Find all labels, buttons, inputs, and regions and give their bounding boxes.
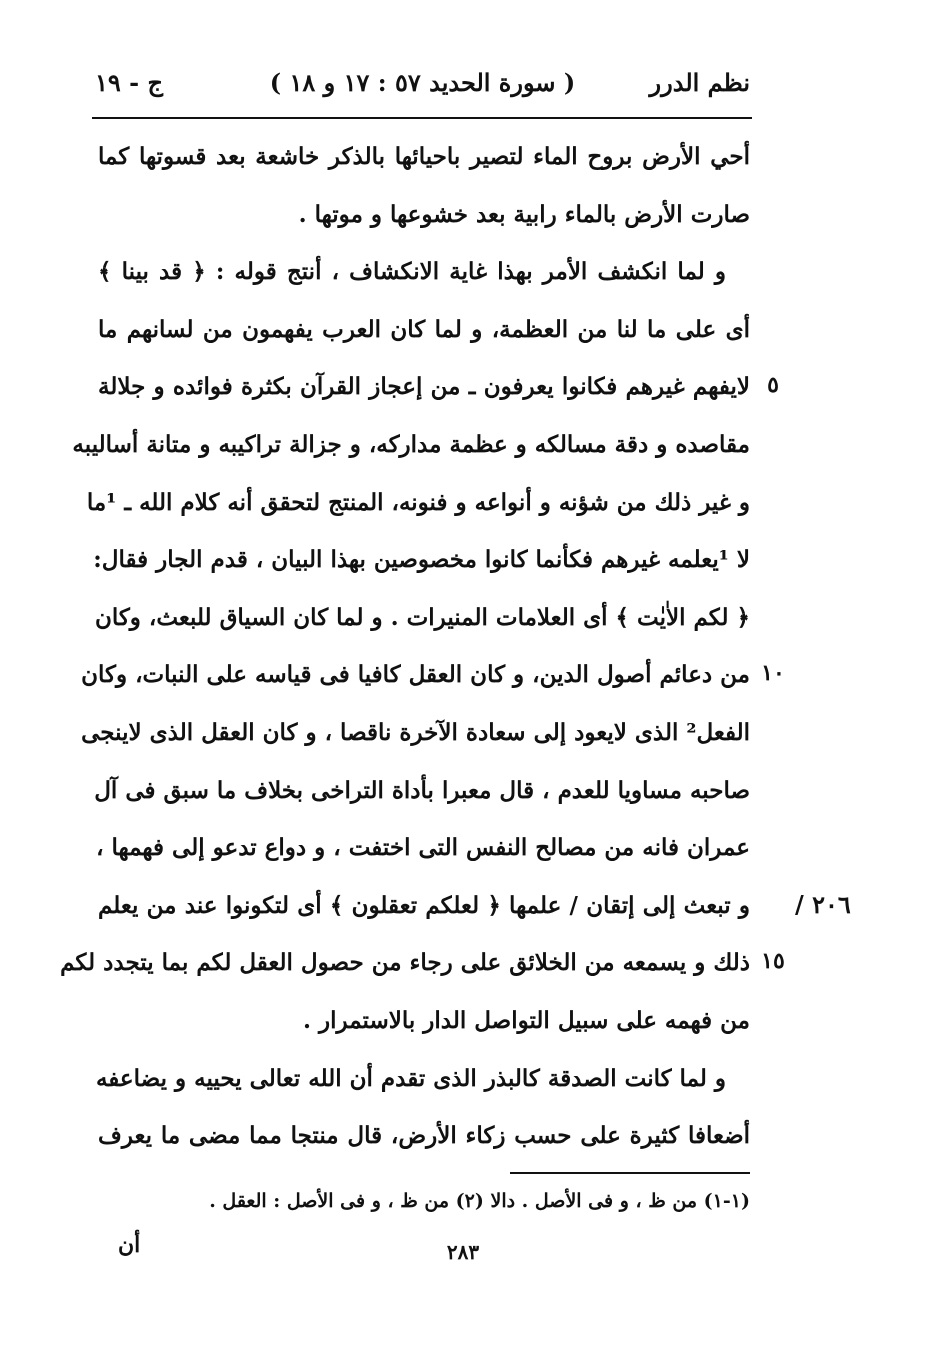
text-line: مقاصده و دقة مسالكه و عظمة مداركه، و جزالة تراكيبه و متانة أساليبه bbox=[72, 430, 750, 458]
volume-reference: ج - ١٩ bbox=[95, 68, 163, 97]
text-line: ﴿ لكم الاٰيٰت ﴾ أى العلامات المنيرات . و لما كان السياق للبعث، وكان bbox=[94, 603, 750, 631]
text-line: و لما كانت الصدقة كالبذر الذى تقدم أن الله تعالى يحييه و يضاعفه bbox=[95, 1064, 726, 1092]
footnote-rule bbox=[510, 1172, 750, 1174]
manuscript-page-marker: ٢٠٦ / bbox=[795, 890, 851, 919]
main-text bbox=[60, 128, 750, 1165]
text-line: و غير ذلك من شؤنه و أنواعه و فنونه، المنتج لتحقق أنه كلام الله ـ ¹ما bbox=[86, 488, 750, 516]
text-line: لا ¹يعلمه غيرهم فكأنما كانوا مخصوصين بهذا البيان ، قدم الجار فقال: bbox=[93, 546, 750, 574]
page-number: ٢٨٣ bbox=[446, 1240, 480, 1264]
text-line: صاحبه مساويا للعدم ، قال معبرا بأداة التراخى بخلاف ما سبق فى آل bbox=[94, 776, 750, 804]
text-line: أضعافا كثيرة على حسب زكاء الأرض، قال منتجا مما مضى ما يعرف bbox=[98, 1122, 750, 1150]
text-line: أى على ما لنا من العظمة، و لما كان العرب يفهمون من لسانهم ما bbox=[98, 315, 750, 343]
text-line: من فهمه على سبيل التواصل الدار بالاستمرار . bbox=[303, 1006, 750, 1034]
text-line: عمران فانه من مصالح النفس التى اختفت ، و دواع تدعو إلى فهمها ، bbox=[96, 834, 750, 862]
text-line: الفعل² الذى لايعود إلى سعادة الآخرة ناقصا ، و كان العقل الذى لاينجى bbox=[81, 718, 750, 746]
page-header bbox=[95, 62, 750, 112]
text-line: لايفهم غيرهم فكانوا يعرفون ـ من إعجاز القرآن بكثرة فوائده و جلالة bbox=[98, 373, 750, 401]
text-line: أحي الأرض بروح الماء لتصير باحيائها بالذكر خاشعة بعد قسوتها كما bbox=[98, 143, 750, 170]
text-line: ذلك و يسمعه من الخلائق على رجاء من حصول العقل لكم بما يتجدد لكم bbox=[60, 949, 750, 977]
text-line: و تبعث إلى إتقان / علمها ﴿ لعلكم تعقلون ﴾ أى لتكونوا عند من يعلم bbox=[98, 891, 750, 919]
header-rule bbox=[92, 117, 752, 119]
line-number-10: ١٠ bbox=[761, 660, 785, 686]
book-title: نظم الدرر bbox=[649, 68, 750, 97]
footnote: (١-١) من ظ ، و فى الأصل . دالا (٢) من ظ ، و فى الأصل : العقل . bbox=[209, 1190, 750, 1212]
surah-reference: ( سورة الحديد ٥٧ : ١٧ و ١٨ ) bbox=[269, 68, 576, 97]
text-line: من دعائم أصول الدين، و كان العقل كافيا فى قياسه على النبات، وكان bbox=[81, 661, 750, 689]
line-number-5: ٥ bbox=[767, 372, 779, 398]
catchword: أن bbox=[118, 1232, 141, 1258]
text-line: صارت الأرض بالماء رابية بعد خشوعها و موتها . bbox=[298, 200, 750, 228]
text-line: و لما انكشف الأمر بهذا غاية الانكشاف ، أنتج قوله : ﴿ قد بينا ﴾ bbox=[98, 258, 726, 286]
line-number-15: ١٥ bbox=[761, 948, 785, 974]
